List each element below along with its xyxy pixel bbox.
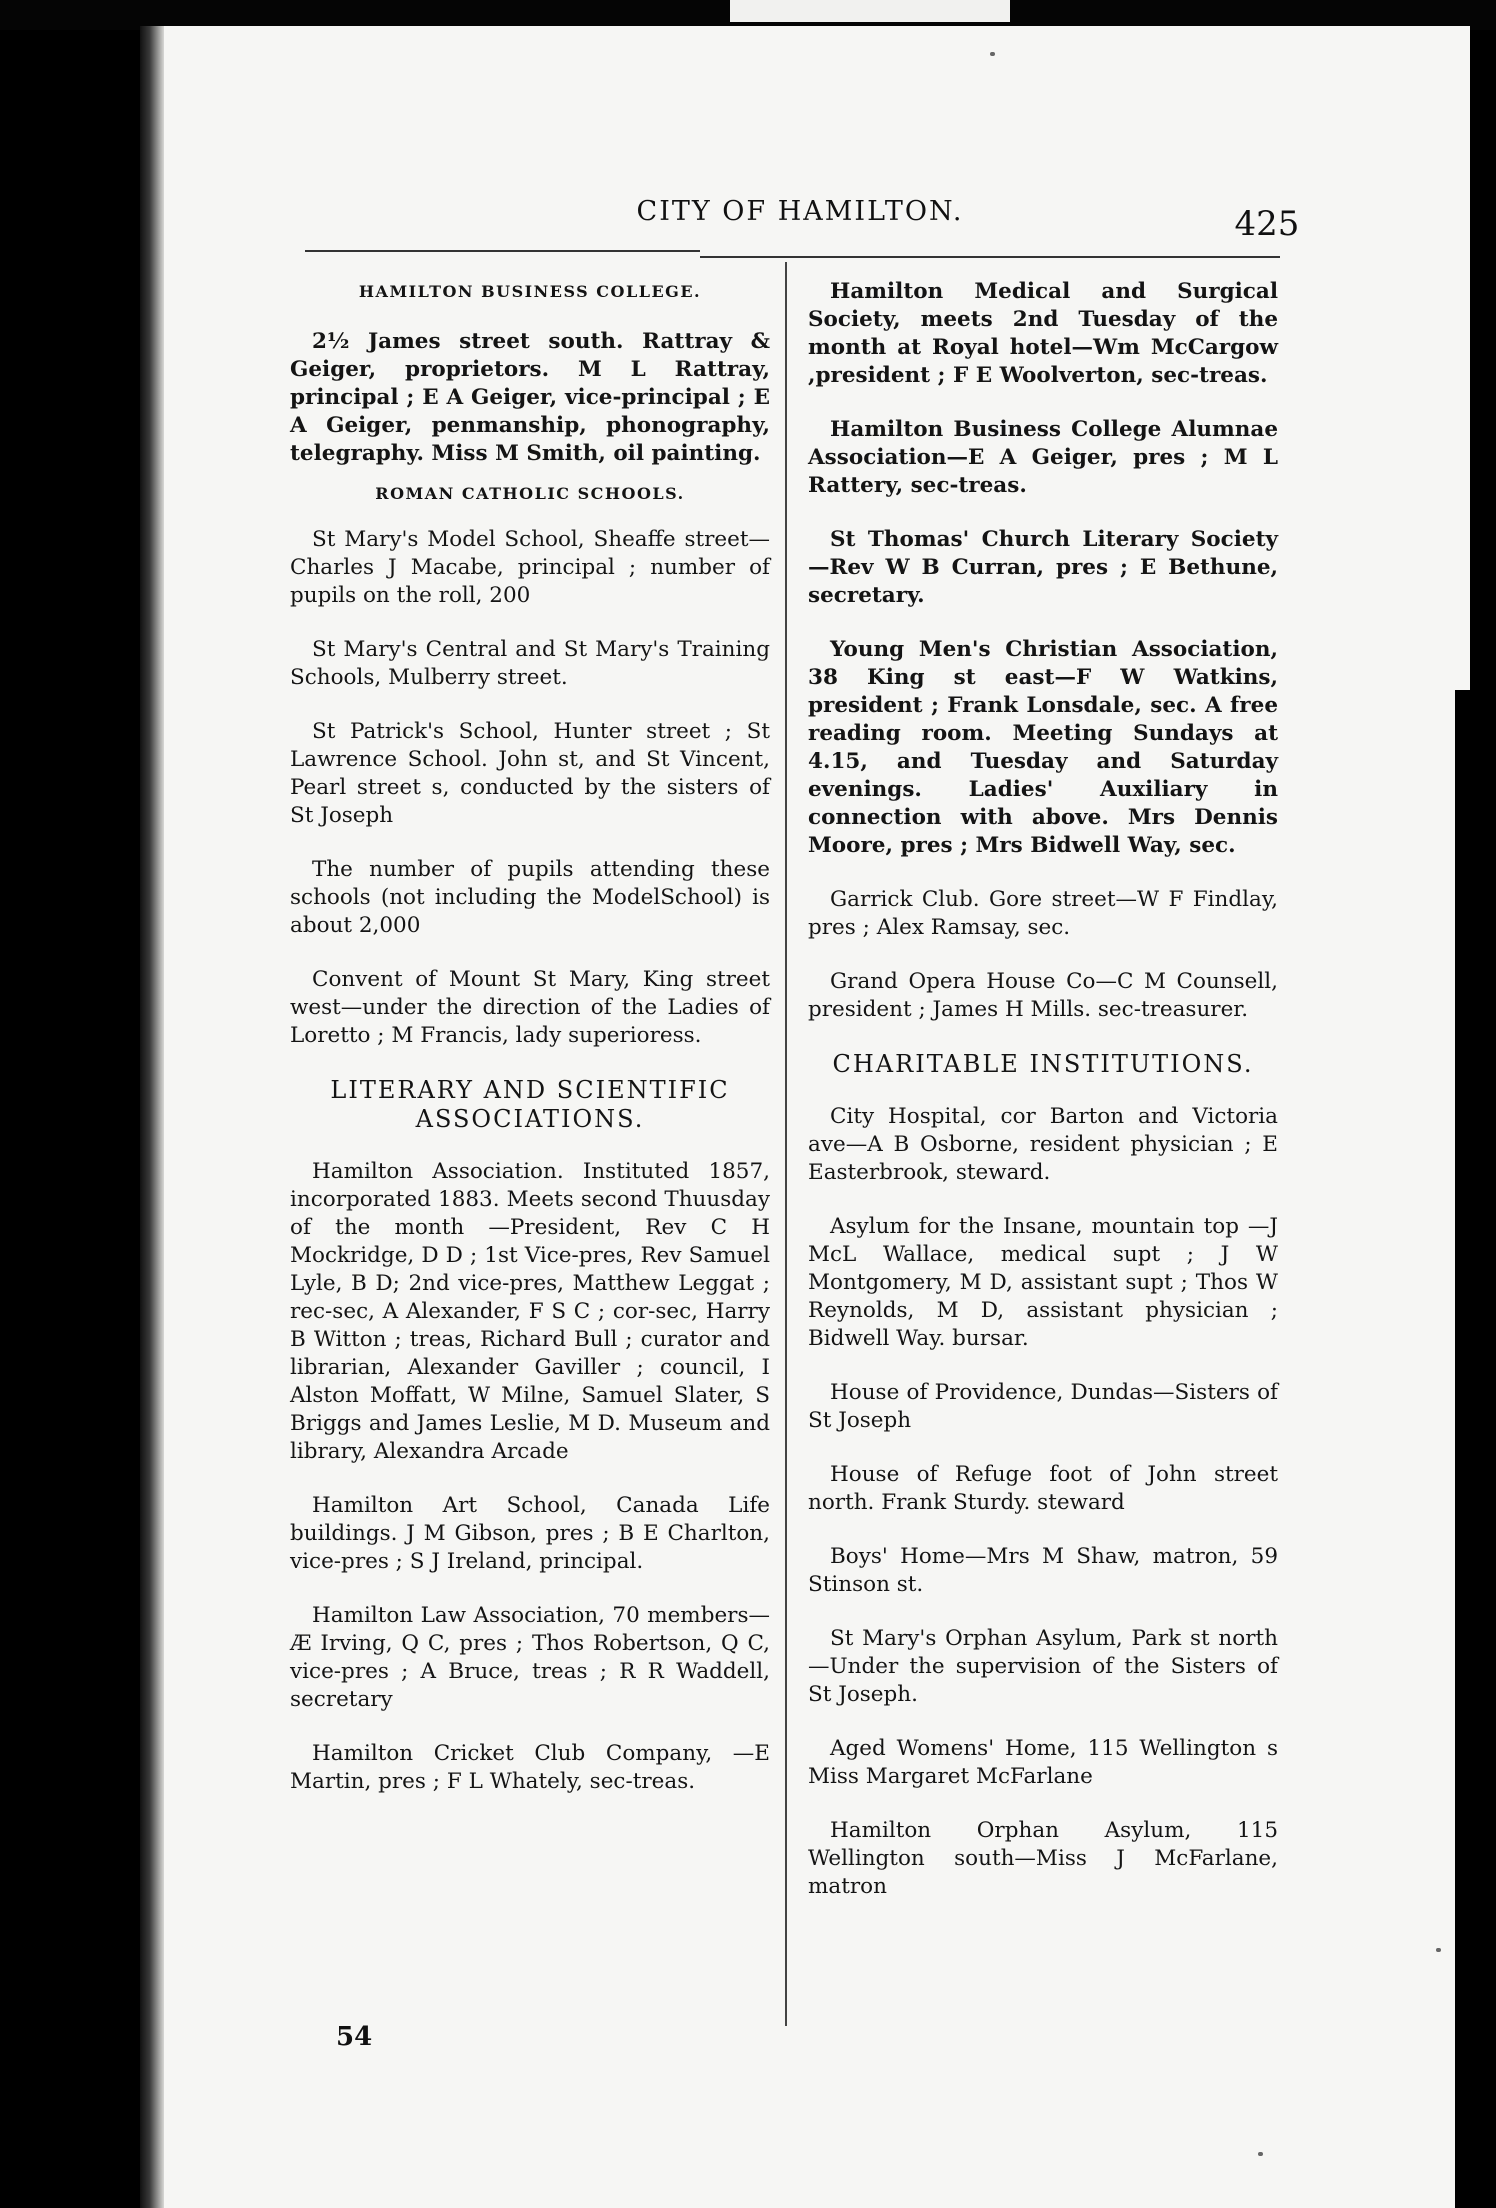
house-of-providence-entry: House of Providence, Dundas—Sisters of St Joseph bbox=[808, 1380, 1278, 1433]
scan-right-edge bbox=[1455, 690, 1496, 2208]
convent-entry: Convent of Mount St Mary, King street west—under the direction of the Ladies of Loretto ; M Francis, lady superioress. bbox=[290, 967, 770, 1048]
womens-home-entry: Aged Womens' Home, 115 Wellington s Miss Margaret McFarlane bbox=[808, 1736, 1278, 1789]
signature-mark: 54 bbox=[336, 2022, 373, 2052]
patricks-school-entry: St Patrick's School, Hunter street ; St Lawrence School. John st, and St Vincent, Pearl street s, conducted by the sisters of St Joseph bbox=[290, 719, 770, 828]
model-school-entry: St Mary's Model School, Sheaffe street—Charles J Macabe, principal ; number of pupils on the roll, 200 bbox=[290, 527, 770, 608]
page-gutter-shadow bbox=[140, 26, 164, 2208]
paper-speck bbox=[1258, 2152, 1263, 2156]
business-college-heading: HAMILTON BUSINESS COLLEGE. bbox=[358, 282, 702, 301]
asylum-insane-entry: Asylum for the Insane, mountain top —J McL Wallace, medical supt ; J W Montgomery, M D, assistant supt ; Thos W Reynolds, M D, assistant physician ; Bidwell Way. bursar. bbox=[808, 1214, 1278, 1351]
central-school-entry: St Mary's Central and St Mary's Training Schools, Mulberry street. bbox=[290, 637, 770, 690]
art-school-entry: Hamilton Art School, Canada Life buildings. J M Gibson, pres ; B E Charlton, vice-pres ; S J Ireland, principal. bbox=[290, 1493, 770, 1574]
left-column bbox=[290, 278, 770, 1822]
st-thomas-entry: St Thomas' Church Literary Society —Rev W B Curran, pres ; E Bethune, secretary. bbox=[808, 527, 1278, 608]
business-college-entry: 2½ James street south. Rattray & Geiger, proprietors. M L Rattray, principal ; E A Geiger, vice-principal ; E A Geiger, penmanship, phonography, telegraphy. Miss M Smith, oil painting. bbox=[290, 329, 770, 466]
orphan-asylum-entry: St Mary's Orphan Asylum, Park st north—Under the supervision of the Sisters of St Joseph. bbox=[808, 1626, 1278, 1707]
paper-speck bbox=[990, 52, 995, 56]
law-association-entry: Hamilton Law Association, 70 members—Æ Irving, Q C, pres ; Thos Robertson, Q C, vice-pres ; A Bruce, treas ; R R Waddell, secretary bbox=[290, 1603, 770, 1712]
running-title: CITY OF HAMILTON. bbox=[636, 196, 964, 227]
medical-society-entry: Hamilton Medical and Surgical Society, meets 2nd Tuesday of the month at Royal hotel—Wm McCargow ,president ; F E Woolverton, sec-treas. bbox=[808, 279, 1278, 388]
charitable-heading: CHARITABLE INSTITUTIONS. bbox=[832, 1050, 1254, 1078]
header-rule-left bbox=[305, 250, 700, 252]
hamilton-association-entry: Hamilton Association. Instituted 1857, incorporated 1883. Meets second Thuusday of the month —President, Rev C H Mockridge, D D ; 1st Vice-pres, Rev Samuel Lyle, B D; 2nd vice-pres, Matthew Leggat ; rec-sec, A Alexander, F S C ; cor-sec, Harry B Witton ; treas, Richard Bull ; curator and librarian, Alexander Gaviller ; council, I Alston Moffatt, W Milne, Samuel Slater, S Briggs and James Leslie, M D. Museum and library, Alexandra Arcade bbox=[290, 1159, 770, 1464]
ymca-entry: Young Men's Christian Association, 38 King st east—F W Watkins, president ; Frank Lonsdale, sec. A free reading room. Meeting Sundays at 4.15, and Tuesday and Saturday evenings. Ladies' Auxiliary in connection with above. Mrs Dennis Moore, pres ; Mrs Bidwell Way, sec. bbox=[808, 637, 1278, 858]
paper-speck bbox=[1436, 1948, 1441, 1952]
hamilton-orphan-entry: Hamilton Orphan Asylum, 115 Wellington south—Miss J McFarlane, matron bbox=[808, 1818, 1278, 1899]
literary-heading: LITERARY AND SCIENTIFIC ASSOCIATIONS. bbox=[330, 1076, 730, 1133]
scan-top-light bbox=[730, 0, 1010, 22]
city-hospital-entry: City Hospital, cor Barton and Victoria ave—A B Osborne, resident physician ; E Easterbrook, steward. bbox=[808, 1104, 1278, 1185]
pupil-count-entry: The number of pupils attending these schools (not including the ModelSchool) is about 2,000 bbox=[290, 857, 770, 938]
alumnae-entry: Hamilton Business College Alumnae Association—E A Geiger, pres ; M L Rattery, sec-treas. bbox=[808, 417, 1278, 498]
boys-home-entry: Boys' Home—Mrs M Shaw, matron, 59 Stinson st. bbox=[808, 1544, 1278, 1597]
opera-house-entry: Grand Opera House Co—C M Counsell, president ; James H Mills. sec-treasurer. bbox=[808, 969, 1278, 1022]
garrick-club-entry: Garrick Club. Gore street—W F Findlay, pres ; Alex Ramsay, sec. bbox=[808, 887, 1278, 940]
house-of-refuge-entry: House of Refuge foot of John street north. Frank Sturdy. steward bbox=[808, 1462, 1278, 1515]
cricket-club-entry: Hamilton Cricket Club Company, —E Martin, pres ; F L Whately, sec-treas. bbox=[290, 1741, 770, 1794]
page-number: 425 bbox=[1234, 204, 1300, 244]
catholic-schools-heading: ROMAN CATHOLIC SCHOOLS. bbox=[375, 484, 685, 503]
header-rule-right bbox=[700, 256, 1280, 258]
right-column bbox=[808, 278, 1278, 1927]
column-divider bbox=[785, 262, 787, 2026]
